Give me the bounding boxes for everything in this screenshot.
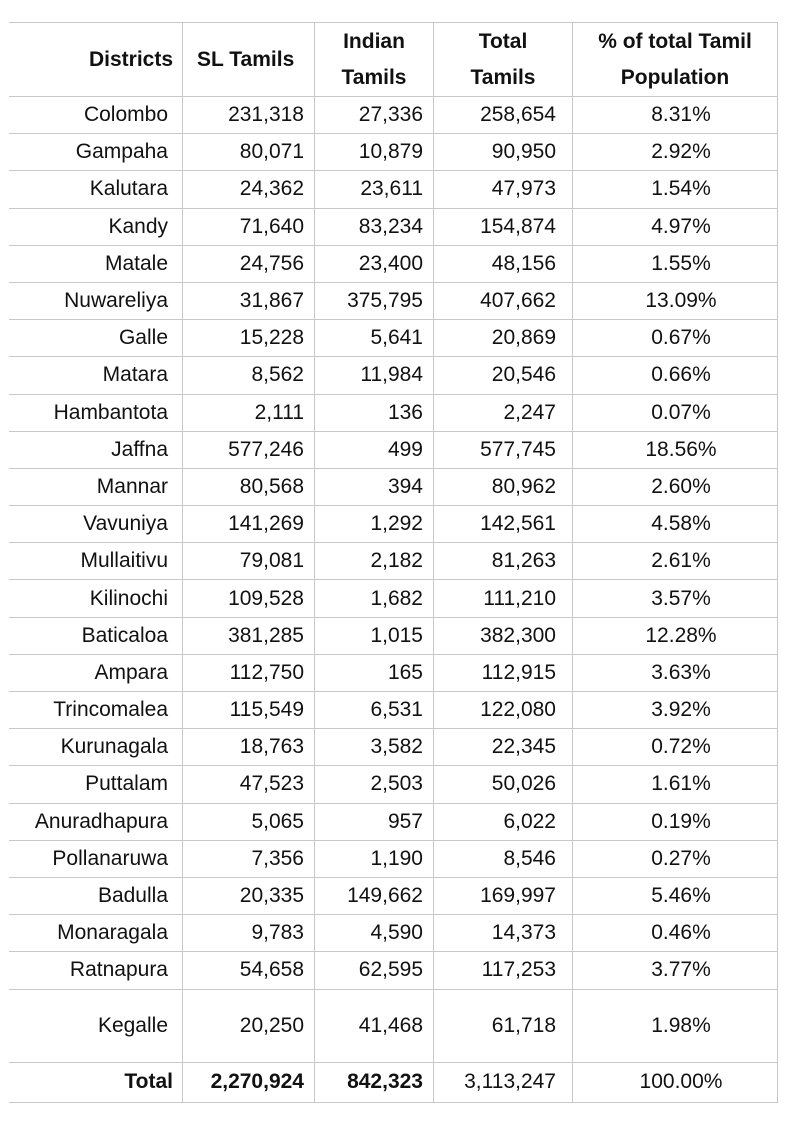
table-row [10,989,778,1062]
header-percent-total-line2: Population [620,65,730,89]
table-row [10,506,778,543]
percent-cell: 5.46% [573,877,778,914]
percent-cell: 3.77% [573,952,778,989]
district-cell: Anuradhapura [10,803,183,840]
sl-tamils-cell: 18,763 [183,729,315,766]
indian-tamils-cell: 149,662 [315,877,434,914]
total-indian-tamils: 842,323 [315,1062,434,1102]
table-row [10,134,778,171]
indian-tamils-cell: 2,503 [315,766,434,803]
indian-tamils-cell: 1,190 [315,840,434,877]
sl-tamils-cell: 71,640 [183,208,315,245]
header-sl-tamils-label: SL Tamils [197,47,295,71]
sl-tamils-cell: 115,549 [183,692,315,729]
sl-tamils-cell: 15,228 [183,320,315,357]
table-row [10,803,778,840]
district-cell: Colombo [10,97,183,134]
table-row [10,952,778,989]
total-row [10,1062,778,1102]
percent-cell: 3.57% [573,580,778,617]
sl-tamils-cell: 47,523 [183,766,315,803]
indian-tamils-cell: 394 [315,468,434,505]
district-cell: Mannar [10,468,183,505]
percent-cell: 1.61% [573,766,778,803]
header-sl-tamils [183,23,315,97]
district-cell: Ratnapura [10,952,183,989]
percent-cell: 0.07% [573,394,778,431]
percent-cell: 1.54% [573,171,778,208]
total-tamils-cell: 48,156 [434,245,573,282]
table-row [10,543,778,580]
district-cell: Baticaloa [10,617,183,654]
sl-tamils-cell: 20,250 [183,989,315,1062]
total-sl-tamils: 2,270,924 [183,1062,315,1102]
total-tamils-cell: 577,745 [434,431,573,468]
sl-tamils-cell: 24,362 [183,171,315,208]
district-cell: Nuwareliya [10,282,183,319]
percent-cell: 4.58% [573,506,778,543]
sl-tamils-cell: 381,285 [183,617,315,654]
district-cell: Matale [10,245,183,282]
sl-tamils-cell: 9,783 [183,915,315,952]
table-row [10,357,778,394]
table-footer [10,1062,778,1102]
total-tamils-cell: 22,345 [434,729,573,766]
sl-tamils-cell: 54,658 [183,952,315,989]
table-row [10,840,778,877]
percent-cell: 3.92% [573,692,778,729]
percent-cell: 0.67% [573,320,778,357]
indian-tamils-cell: 62,595 [315,952,434,989]
table-row [10,766,778,803]
total-tamils-cell: 8,546 [434,840,573,877]
total-tamils-cell: 407,662 [434,282,573,319]
percent-cell: 12.28% [573,617,778,654]
sl-tamils-cell: 2,111 [183,394,315,431]
percent-cell: 1.98% [573,989,778,1062]
indian-tamils-cell: 499 [315,431,434,468]
district-cell: Kegalle [10,989,183,1062]
indian-tamils-cell: 6,531 [315,692,434,729]
table-body [10,97,778,1063]
indian-tamils-cell: 10,879 [315,134,434,171]
sl-tamils-cell: 80,568 [183,468,315,505]
district-cell: Matara [10,357,183,394]
sl-tamils-cell: 80,071 [183,134,315,171]
district-cell: Ampara [10,654,183,691]
total-tamils-cell: 20,546 [434,357,573,394]
header-districts-label: Districts [88,47,173,71]
indian-tamils-cell: 41,468 [315,989,434,1062]
sl-tamils-cell: 5,065 [183,803,315,840]
sl-tamils-cell: 7,356 [183,840,315,877]
district-cell: Jaffna [10,431,183,468]
indian-tamils-cell: 4,590 [315,915,434,952]
total-tamils-cell: 14,373 [434,915,573,952]
percent-cell: 2.60% [573,468,778,505]
sl-tamils-cell: 577,246 [183,431,315,468]
total-tamils-cell: 90,950 [434,134,573,171]
percent-cell: 8.31% [573,97,778,134]
total-tamils-cell: 50,026 [434,766,573,803]
table-row [10,394,778,431]
total-tamils-cell: 6,022 [434,803,573,840]
total-tamils-cell: 111,210 [434,580,573,617]
indian-tamils-cell: 5,641 [315,320,434,357]
sl-tamils-cell: 24,756 [183,245,315,282]
indian-tamils-cell: 957 [315,803,434,840]
total-tamils-cell: 2,247 [434,394,573,431]
district-cell: Kurunagala [10,729,183,766]
percent-cell: 2.61% [573,543,778,580]
total-tamils-cell: 112,915 [434,654,573,691]
sl-tamils-cell: 20,335 [183,877,315,914]
indian-tamils-cell: 1,292 [315,506,434,543]
table-row [10,431,778,468]
percent-cell: 0.27% [573,840,778,877]
header-row [10,23,778,97]
percent-cell: 13.09% [573,282,778,319]
table-row [10,877,778,914]
percent-cell: 0.66% [573,357,778,394]
table-row [10,208,778,245]
header-total-tamils [434,23,573,97]
percent-cell: 2.92% [573,134,778,171]
district-cell: Gampaha [10,134,183,171]
table-row [10,171,778,208]
sl-tamils-cell: 79,081 [183,543,315,580]
indian-tamils-cell: 1,015 [315,617,434,654]
district-cell: Vavuniya [10,506,183,543]
district-cell: Badulla [10,877,183,914]
header-total-tamils-line2: Tamils [470,65,536,89]
district-cell: Trincomalea [10,692,183,729]
sl-tamils-cell: 141,269 [183,506,315,543]
table-row [10,468,778,505]
header-percent-total [573,23,778,97]
total-tamils-cell: 382,300 [434,617,573,654]
district-cell: Puttalam [10,766,183,803]
total-tamils-cell: 122,080 [434,692,573,729]
total-tamils-cell: 80,962 [434,468,573,505]
table-row [10,617,778,654]
indian-tamils-cell: 2,182 [315,543,434,580]
table-row [10,97,778,134]
sl-tamils-cell: 112,750 [183,654,315,691]
sl-tamils-cell: 31,867 [183,282,315,319]
indian-tamils-cell: 83,234 [315,208,434,245]
total-tamils-cell: 47,973 [434,171,573,208]
total-tamils-cell: 81,263 [434,543,573,580]
table-row [10,654,778,691]
district-cell: Monaragala [10,915,183,952]
tamil-population-sheet [9,22,777,1109]
district-population-table [9,22,778,1103]
table-row [10,245,778,282]
district-cell: Hambantota [10,394,183,431]
percent-cell: 4.97% [573,208,778,245]
indian-tamils-cell: 136 [315,394,434,431]
total-percent: 100.00% [573,1062,778,1102]
table-row [10,580,778,617]
indian-tamils-cell: 1,682 [315,580,434,617]
total-tamils-cell: 61,718 [434,989,573,1062]
table-row [10,915,778,952]
total-tamils-cell: 169,997 [434,877,573,914]
percent-cell: 0.46% [573,915,778,952]
district-cell: Mullaitivu [10,543,183,580]
percent-cell: 0.72% [573,729,778,766]
district-cell: Kandy [10,208,183,245]
header-districts [10,23,183,97]
indian-tamils-cell: 23,400 [315,245,434,282]
header-percent-total-line1: % of total Tamil [598,29,752,53]
total-total-tamils: 3,113,247 [434,1062,573,1102]
header-indian-tamils-line2: Tamils [341,65,407,89]
district-cell: Kilinochi [10,580,183,617]
indian-tamils-cell: 3,582 [315,729,434,766]
percent-cell: 0.19% [573,803,778,840]
header-total-tamils-line1: Total [478,29,528,53]
sl-tamils-cell: 109,528 [183,580,315,617]
total-label: Total [10,1062,183,1102]
table-row [10,729,778,766]
sl-tamils-cell: 8,562 [183,357,315,394]
table-row [10,320,778,357]
total-tamils-cell: 142,561 [434,506,573,543]
table-row [10,282,778,319]
percent-cell: 1.55% [573,245,778,282]
indian-tamils-cell: 23,611 [315,171,434,208]
percent-cell: 18.56% [573,431,778,468]
district-cell: Galle [10,320,183,357]
district-cell: Kalutara [10,171,183,208]
indian-tamils-cell: 11,984 [315,357,434,394]
header-indian-tamils [315,23,434,97]
percent-cell: 3.63% [573,654,778,691]
indian-tamils-cell: 375,795 [315,282,434,319]
indian-tamils-cell: 165 [315,654,434,691]
sl-tamils-cell: 231,318 [183,97,315,134]
total-tamils-cell: 20,869 [434,320,573,357]
header-indian-tamils-line1: Indian [343,29,405,53]
table-header [10,23,778,97]
total-tamils-cell: 258,654 [434,97,573,134]
total-tamils-cell: 154,874 [434,208,573,245]
table-row [10,692,778,729]
total-tamils-cell: 117,253 [434,952,573,989]
district-cell: Pollanaruwa [10,840,183,877]
indian-tamils-cell: 27,336 [315,97,434,134]
